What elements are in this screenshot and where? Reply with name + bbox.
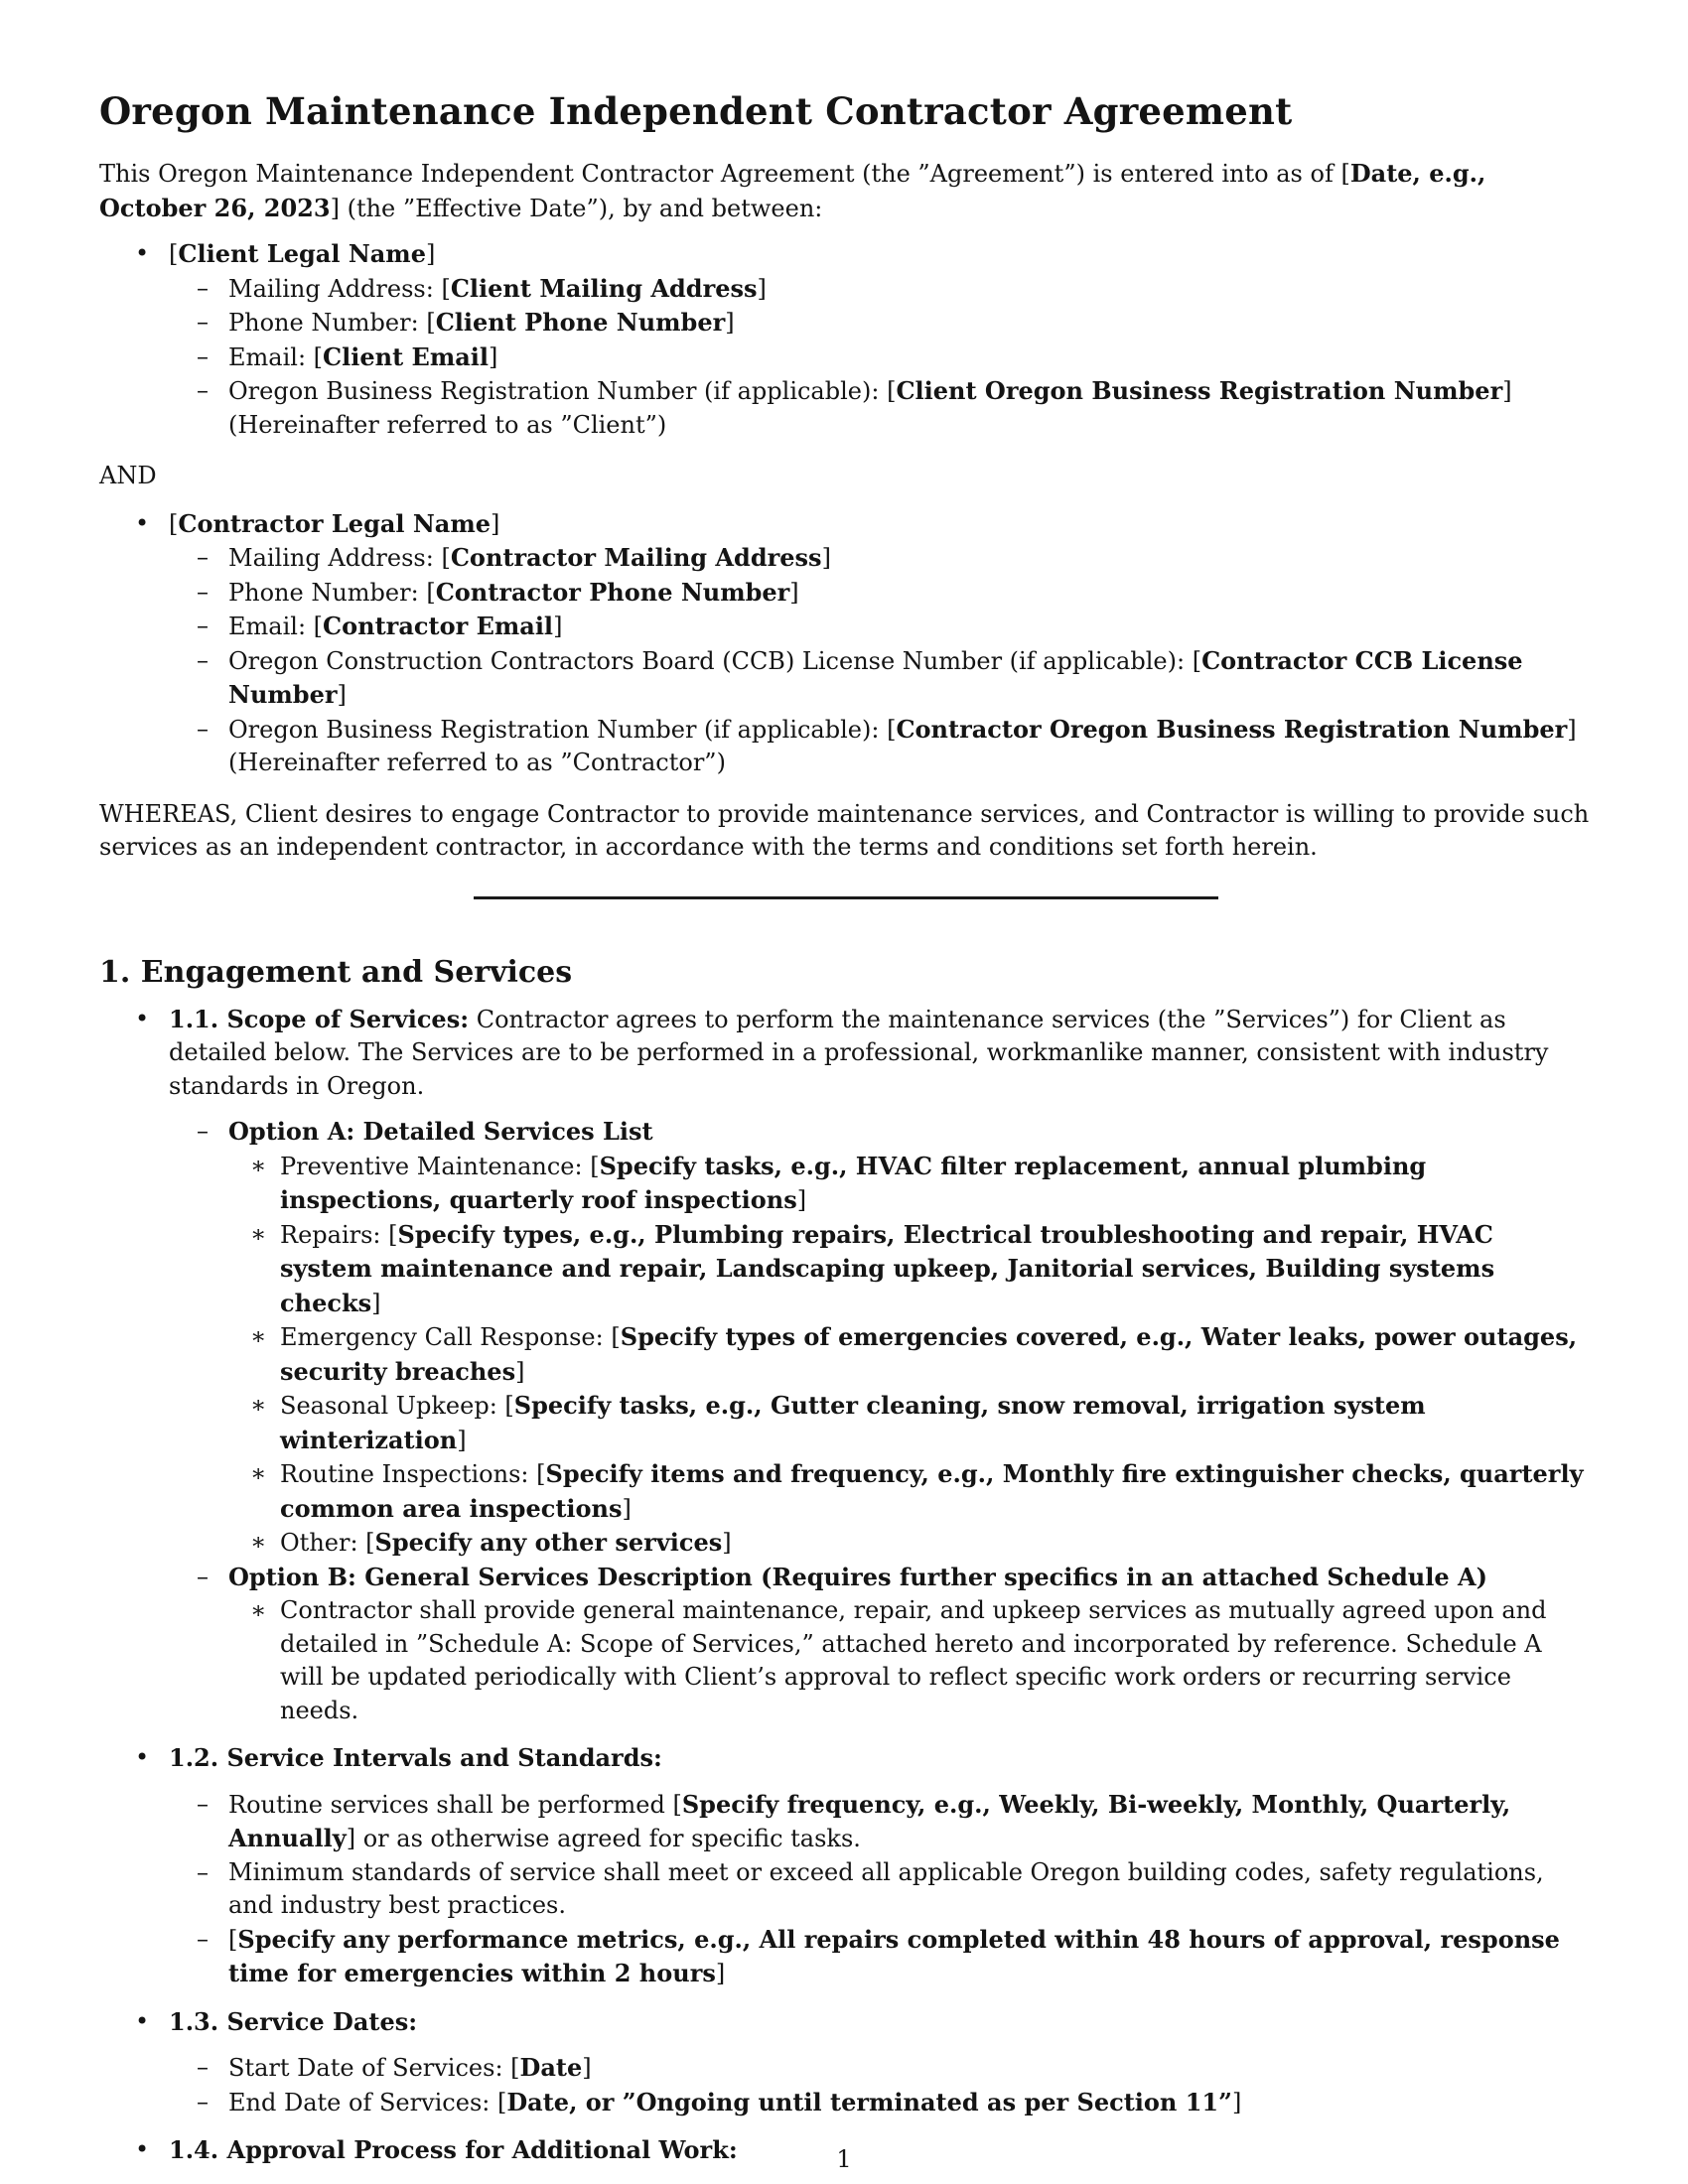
item-placeholder: Specify tasks, e.g., HVAC filter replacement, annual plumbing inspections, quarterly roof inspections xyxy=(280,1151,1427,1214)
list-item: ∗ Contractor shall provide general maintenance, repair, and upkeep services as mutually agreed upon and detailed in ”Schedule A: Scope of Services,” attached hereto and incorporated by reference. Schedule A will be updated periodically with Client’s approval to reflect specific work orders or recurring service needs. xyxy=(228,1594,1591,1727)
page-number: 1 xyxy=(836,2145,852,2173)
client-phone-number: – Phone Number: [Client Phone Number] xyxy=(169,306,1591,341)
field-placeholder: Contractor CCB License Number xyxy=(228,645,1523,709)
intro-text-end: (the ”Effective Date”), by and between: xyxy=(339,194,823,222)
clause-1-1 xyxy=(99,1003,1591,1728)
option-b-label: Option B: General Services Description (Requires further specifics in an attached Schedule A) xyxy=(228,1562,1487,1591)
item-placeholder: Specify frequency, e.g., Weekly, Bi-weekly, Monthly, Quarterly, Annually xyxy=(228,1789,1511,1852)
item-placeholder: Specify types of emergencies covered, e.g., Water leaks, power outages, security breaches xyxy=(280,1322,1578,1386)
item-label: End Date of Services: xyxy=(228,2088,497,2116)
field-label: Email: xyxy=(228,342,314,371)
list-item: ∗ Repairs: [Specify types, e.g., Plumbing repairs, Electrical troubleshooting and repair, HVAC system maintenance and repair, Landscaping upkeep, Janitorial services, Building systems checks] xyxy=(228,1218,1591,1321)
document-title: Oregon Maintenance Independent Contractor Agreement xyxy=(99,89,1293,133)
item-label: Repairs: xyxy=(280,1220,389,1249)
clause-label: 1.1. Scope of Services: xyxy=(169,1004,470,1033)
whereas-paragraph: WHEREAS, Client desires to engage Contractor to provide maintenance services, and Contractor is willing to provide such services as an independent contractor, in accordance with the terms and conditions set forth herein. xyxy=(99,799,1590,861)
list-item: ∗ Other: [Specify any other services] xyxy=(228,1526,1591,1561)
section-1-heading: 1. Engagement and Services xyxy=(99,954,573,990)
item-label: Preventive Maintenance: xyxy=(280,1152,591,1180)
document-page xyxy=(99,87,1591,2168)
list-item: ∗ Seasonal Upkeep: [Specify tasks, e.g., Gutter cleaning, snow removal, irrigation system winterization] xyxy=(228,1389,1591,1457)
field-placeholder: Contractor Phone Number xyxy=(435,577,790,607)
field-label: Mailing Address: xyxy=(228,544,442,572)
option-b-items xyxy=(228,1594,1591,1727)
field-label: Oregon Business Registration Number (if applicable): xyxy=(228,377,888,405)
clause-1-2 xyxy=(99,1741,1591,1991)
item-placeholder: Date, or ”Ongoing until terminated as per Section 11” xyxy=(506,2087,1232,2116)
contractor-mailing-address: – Mailing Address: [Contractor Mailing Address] xyxy=(169,541,1591,576)
item-placeholder: Specify types, e.g., Plumbing repairs, Electrical troubleshooting and repair, HVAC system maintenance and repair, Landscaping upkeep, Janitorial services, Building systems checks xyxy=(280,1219,1495,1317)
clause-1-3 xyxy=(99,2005,1591,2120)
contractor-legal-name: Contractor Legal Name xyxy=(178,508,492,538)
option-a-label: Option A: Detailed Services List xyxy=(228,1117,653,1146)
intro-text: This Oregon Maintenance Independent Contractor Agreement (the ”Agreement”) is entered into as of xyxy=(99,160,1341,188)
item-label: Emergency Call Response: xyxy=(280,1323,612,1351)
list-item: – End Date of Services: [Date, or ”Ongoing until terminated as per Section 11”] xyxy=(169,2086,1591,2120)
clause-text: Contractor agrees to perform the maintenance services (the ”Services”) for Client as detailed below. The Services are to be performed in a professional, workmanlike manner, consistent with industry standards in Oregon. xyxy=(169,1005,1549,1100)
field-label: Phone Number: xyxy=(228,309,427,337)
clause-label: 1.3. Service Dates: xyxy=(169,2006,418,2036)
field-placeholder: Contractor Oregon Business Registration Number xyxy=(896,714,1568,744)
list-item: – Routine services shall be performed [Specify frequency, e.g., Weekly, Bi-weekly, Monthly, Quarterly, Annually] or as otherwise agreed for specific tasks. xyxy=(169,1788,1591,1856)
clause-1-2-items xyxy=(169,1788,1591,1991)
clause-1-3-items xyxy=(169,2051,1591,2119)
clause-label: 1.4. Approval Process for Additional Work: xyxy=(169,2135,738,2164)
item-label: Start Date of Services: xyxy=(228,2054,511,2082)
client-details xyxy=(169,272,1591,443)
contractor-hereinafter: (Hereinafter referred to as ”Contractor”) xyxy=(228,749,726,776)
contractor-business-registration: – Oregon Business Registration Number (if applicable): [Contractor Oregon Business Registration Number] (Hereinafter referred to as ”Contractor”) xyxy=(169,713,1591,780)
list-item: ∗ Preventive Maintenance: [Specify tasks, e.g., HVAC filter replacement, annual plumbing inspections, quarterly roof inspections] xyxy=(228,1150,1591,1218)
client-hereinafter: (Hereinafter referred to as ”Client”) xyxy=(228,410,667,439)
contractor-party-list xyxy=(99,507,1591,780)
item-label: Routine Inspections: xyxy=(280,1460,537,1488)
and-separator: AND xyxy=(99,462,157,489)
effective-date-placeholder: Date, e.g., October 26, 2023 xyxy=(99,159,1486,222)
field-label: Email: xyxy=(228,613,314,640)
list-item: – Start Date of Services: [Date] xyxy=(169,2051,1591,2086)
item-placeholder: Specify tasks, e.g., Gutter cleaning, snow removal, irrigation system winterization xyxy=(280,1391,1426,1454)
client-party-list xyxy=(99,237,1591,442)
item-placeholder: Date xyxy=(519,2053,583,2082)
option-a xyxy=(169,1115,1591,1561)
list-item: – [Specify any performance metrics, e.g., All repairs completed within 48 hours of approval, response time for emergencies within 2 hours] xyxy=(169,1923,1591,1991)
intro-paragraph: This Oregon Maintenance Independent Contractor Agreement (the ”Agreement”) is entered into as of [Date, e.g., October 26, 2023] (the ”Effective Date”), by and between: xyxy=(99,159,1486,222)
list-item: ∗ Emergency Call Response: [Specify types of emergencies covered, e.g., Water leaks, power outages, security breaches] xyxy=(228,1320,1591,1389)
section-1-list xyxy=(99,1003,1591,2168)
client-party: • [Client Legal Name] – Mailing Address: [Client Mailing Address] – Phone Number: [Client Phone Number] – Email: [Client Email] – Oregon Business Registration Number (if applicable): [Client Oregon Business Registration Number] (Hereinafter referred to as ”Client”) xyxy=(99,237,1591,442)
horizontal-rule-divider xyxy=(474,896,1218,899)
client-business-registration: – Oregon Business Registration Number (if applicable): [Client Oregon Business Registration Number] (Hereinafter referred to as ”Client”) xyxy=(169,374,1591,442)
clause-label: 1.2. Service Intervals and Standards: xyxy=(169,1743,662,1772)
list-item: ∗ Routine Inspections: [Specify items and frequency, e.g., Monthly fire extinguisher checks, quarterly common area inspections] xyxy=(228,1457,1591,1526)
item-placeholder: Specify items and frequency, e.g., Monthly fire extinguisher checks, quarterly common area inspections xyxy=(280,1459,1584,1523)
item-label: Seasonal Upkeep: xyxy=(280,1392,505,1420)
list-item: – Minimum standards of service shall meet or exceed all applicable Oregon building codes, safety regulations, and industry best practices. xyxy=(169,1856,1591,1923)
field-label: Phone Number: xyxy=(228,578,427,607)
contractor-details xyxy=(169,541,1591,780)
option-b xyxy=(169,1561,1591,1728)
option-a-items xyxy=(228,1150,1591,1561)
item-text: or as otherwise agreed for specific tasks. xyxy=(355,1825,861,1852)
field-placeholder: Client Oregon Business Registration Number xyxy=(896,376,1503,405)
field-placeholder: Client Email xyxy=(323,341,489,371)
contractor-email: – Email: [Contractor Email] xyxy=(169,610,1591,644)
field-placeholder: Client Phone Number xyxy=(435,308,726,337)
service-options xyxy=(169,1115,1591,1727)
client-email: – Email: [Client Email] xyxy=(169,341,1591,375)
field-label: Oregon Business Registration Number (if applicable): xyxy=(228,715,888,744)
field-label: Mailing Address: xyxy=(228,274,442,303)
client-mailing-address: – Mailing Address: [Client Mailing Address] xyxy=(169,272,1591,307)
field-label: Oregon Construction Contractors Board (CCB) License Number (if applicable): xyxy=(228,646,1193,675)
contractor-phone-number: – Phone Number: [Contractor Phone Number] xyxy=(169,576,1591,611)
item-placeholder: Specify any other services xyxy=(374,1528,723,1557)
client-legal-name: Client Legal Name xyxy=(178,239,426,268)
contractor-ccb-license: – Oregon Construction Contractors Board (CCB) License Number (if applicable): [Contractor CCB License Number] xyxy=(169,644,1591,713)
item-text: Routine services shall be performed xyxy=(228,1790,673,1819)
field-placeholder: Client Mailing Address xyxy=(450,273,758,303)
field-placeholder: Contractor Mailing Address xyxy=(450,543,822,572)
item-label: Other: xyxy=(280,1529,366,1557)
item-placeholder: Specify any performance metrics, e.g., All repairs completed within 48 hours of approval, response time for emergencies within 2 hours xyxy=(228,1924,1560,1987)
contractor-party: • [Contractor Legal Name] – Mailing Address: [Contractor Mailing Address] – Phone Number: [Contractor Phone Number] – Email: [Contractor Email] – Oregon Construction Contractors Board (CCB) License Number (if applicable): [Contractor CCB License Number] – Oregon Business Registration Number (if applicable): [Contractor Oregon Business Registration Number] (Hereinafter referred to as ”Contractor”) xyxy=(99,507,1591,780)
field-placeholder: Contractor Email xyxy=(323,612,554,640)
